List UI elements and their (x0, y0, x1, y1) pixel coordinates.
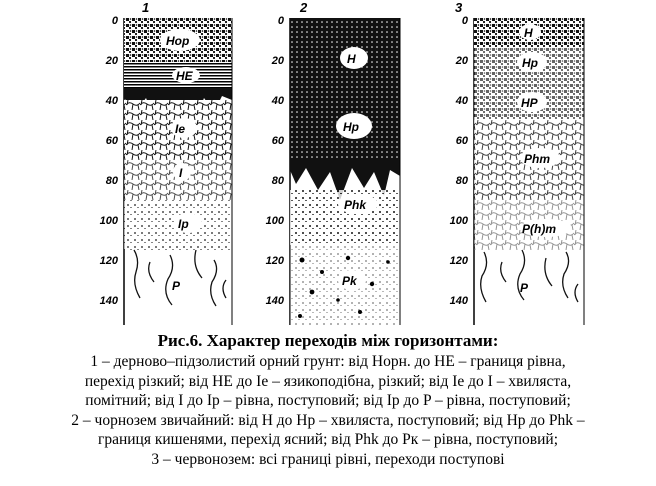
caption-line: границя кишенями, перехід ясний; від Phk до Pк – рівна, поступовий; (97, 431, 559, 449)
horizon-label: Pk (342, 274, 357, 288)
depth-scale (100, 15, 119, 307)
horizon-label: HE (176, 69, 193, 83)
caption-line: 3 – червонозем: всі границі рівні, переходи поступові (151, 450, 505, 468)
horizon-label: Ie (175, 122, 186, 136)
tick-label: 120 (265, 255, 284, 267)
horizon-label: Phm (524, 152, 551, 166)
profile-number: 3 (455, 0, 463, 15)
profile-number: 1 (142, 0, 150, 15)
horizon-label: Hop (166, 34, 190, 48)
tick-label: 80 (105, 175, 118, 187)
tick-label: 80 (271, 175, 284, 187)
profile-3 (450, 0, 584, 325)
caption-line: 2 – чорнозем звичайний: від Н до Нр – хвиляста, поступовий; від Нр до Phk – (71, 411, 585, 429)
horizon-label: Hp (343, 120, 359, 134)
figure-caption (0, 330, 656, 470)
horizon-label: P(h)m (522, 222, 556, 236)
caption-line: перехід різкий; від НЕ до Ie – язикоподібна, різкий; від Ie до I – хвиляста, (84, 372, 572, 390)
profile-number: 2 (300, 0, 308, 15)
tick-label: 120 (449, 255, 468, 267)
horizon-label: Hp (522, 56, 538, 70)
tick-label: 40 (105, 95, 118, 107)
horizon-label: P (172, 279, 181, 293)
tick-label: 0 (111, 15, 118, 27)
tick-label: 80 (455, 175, 468, 187)
tick-label: 20 (271, 55, 284, 67)
tick-label: 0 (461, 15, 468, 27)
caption-line: помітний; від I до Ip – рівна, поступовий; від Ip до P – рівна, поступовий; (85, 392, 571, 410)
horizon-p-cracks (134, 250, 226, 306)
caption-line: 1 – дерново–підзолистий орний грунт: від Норн. до НЕ – границя рівна, (90, 353, 566, 370)
depth-scale (450, 15, 469, 307)
tick-label: 120 (99, 255, 118, 267)
horizon-label: I (179, 166, 183, 180)
tick-label: 60 (105, 135, 118, 147)
tick-label: 40 (271, 95, 284, 107)
caption-title: Рис.6. Характер переходів між горизонтами: (157, 331, 499, 350)
tick-label: 60 (271, 135, 284, 147)
tick-label: 100 (449, 215, 468, 227)
horizon-p-cracks (481, 250, 578, 302)
tick-label: 20 (105, 55, 118, 67)
tick-label: 0 (277, 15, 284, 27)
profile-1 (100, 0, 232, 325)
tick-label: 40 (455, 95, 468, 107)
depth-scale (266, 15, 285, 307)
tick-label: 100 (99, 215, 118, 227)
tick-label: 140 (265, 295, 284, 307)
tick-label: 100 (265, 215, 284, 227)
tick-label: 20 (455, 55, 468, 67)
horizon-label: P (520, 281, 529, 295)
horizon-label: H (347, 52, 356, 66)
horizon-label: H (524, 26, 533, 40)
horizon-label: Phk (344, 198, 367, 212)
tick-label: 140 (99, 295, 118, 307)
horizon-label: Ip (178, 217, 189, 231)
profile-2 (266, 0, 400, 325)
tick-label: 60 (455, 135, 468, 147)
tick-label: 140 (449, 295, 468, 307)
horizon-label: HP (521, 96, 538, 110)
